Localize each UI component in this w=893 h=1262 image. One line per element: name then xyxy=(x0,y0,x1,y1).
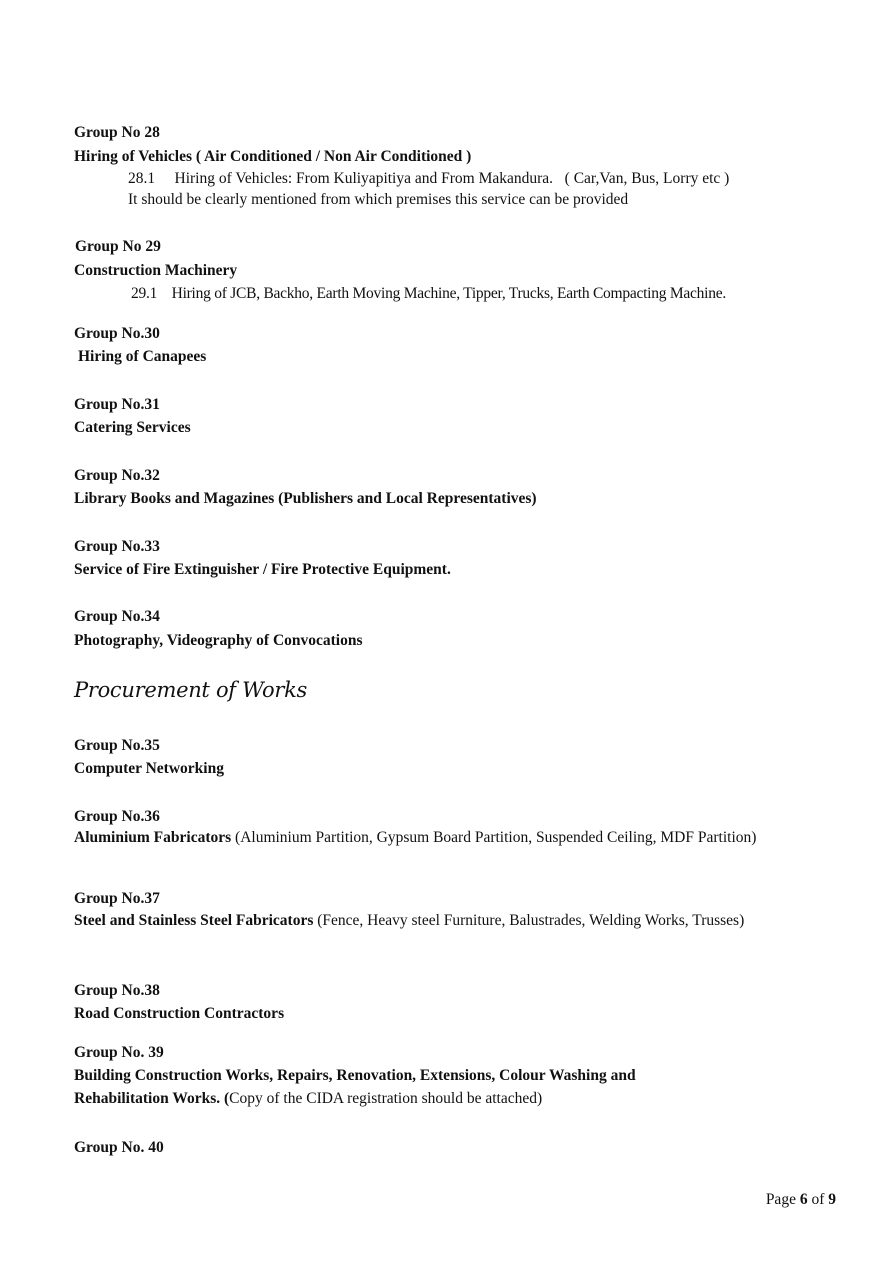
group-title: Building Construction Works, Repairs, Renovation, Extensions, Colour Washing and xyxy=(74,1067,636,1084)
group-heading: Group No.38 xyxy=(74,982,160,999)
group-title: Catering Services xyxy=(74,419,191,436)
group-description xyxy=(74,1087,836,1110)
group-heading: Group No 28 xyxy=(74,124,160,141)
group-title: Computer Networking xyxy=(74,760,224,777)
group-item: 28.1 Hiring of Vehicles: From Kuliyapitiya and From Makandura. ( Car,Van, Bus, Lorry etc ) xyxy=(128,170,730,187)
group-title: Aluminium Fabricators xyxy=(74,829,232,846)
group-title-continued: Rehabilitation Works. ( xyxy=(74,1090,230,1107)
group-heading: Group No.30 xyxy=(74,325,160,342)
group-title: Library Books and Magazines (Publishers and Local Representatives) xyxy=(74,490,537,507)
group-title: Hiring of Canapees xyxy=(78,348,207,365)
group-heading: Group No.32 xyxy=(74,467,160,484)
group-description xyxy=(74,827,836,848)
page-label: Page xyxy=(765,1191,800,1208)
group-heading: Group No.36 xyxy=(74,808,160,825)
group-title: Road Construction Contractors xyxy=(74,1005,285,1022)
group-heading: Group No. 39 xyxy=(74,1044,164,1061)
section-heading: Procurement of Works xyxy=(74,678,307,702)
group-detail: Copy of the CIDA registration should be attached) xyxy=(229,1090,543,1107)
group-heading: Group No 29 xyxy=(75,238,161,255)
group-title: Hiring of Vehicles ( Air Conditioned / Non Air Conditioned ) xyxy=(74,148,472,165)
total-pages: 9 xyxy=(828,1191,836,1208)
page-separator: of xyxy=(807,1191,829,1208)
group-detail: (Fence, Heavy steel Furniture, Balustrades, Welding Works, Trusses) xyxy=(317,912,745,929)
group-heading: Group No.34 xyxy=(74,608,160,625)
group-heading: Group No. 40 xyxy=(74,1139,164,1156)
group-heading: Group No.33 xyxy=(74,538,160,555)
group-heading: Group No.31 xyxy=(74,396,160,413)
group-description xyxy=(74,910,836,931)
group-heading: Group No.37 xyxy=(74,890,160,907)
current-page: 6 xyxy=(799,1191,808,1208)
page-number xyxy=(766,1191,836,1209)
group-item: 29.1 Hiring of JCB, Backho, Earth Moving Machine, Tipper, Trucks, Earth Compacting Machine. xyxy=(131,285,726,302)
group-title: Steel and Stainless Steel Fabricators xyxy=(74,912,314,929)
group-item-note: It should be clearly mentioned from which premises this service can be provided xyxy=(128,191,629,208)
group-heading: Group No.35 xyxy=(74,737,160,754)
group-detail: (Aluminium Partition, Gypsum Board Partition, Suspended Ceiling, MDF Partition) xyxy=(235,829,757,846)
group-title: Service of Fire Extinguisher / Fire Protective Equipment. xyxy=(74,561,451,578)
group-title: Photography, Videography of Convocations xyxy=(74,632,363,649)
group-title: Construction Machinery xyxy=(74,262,238,279)
